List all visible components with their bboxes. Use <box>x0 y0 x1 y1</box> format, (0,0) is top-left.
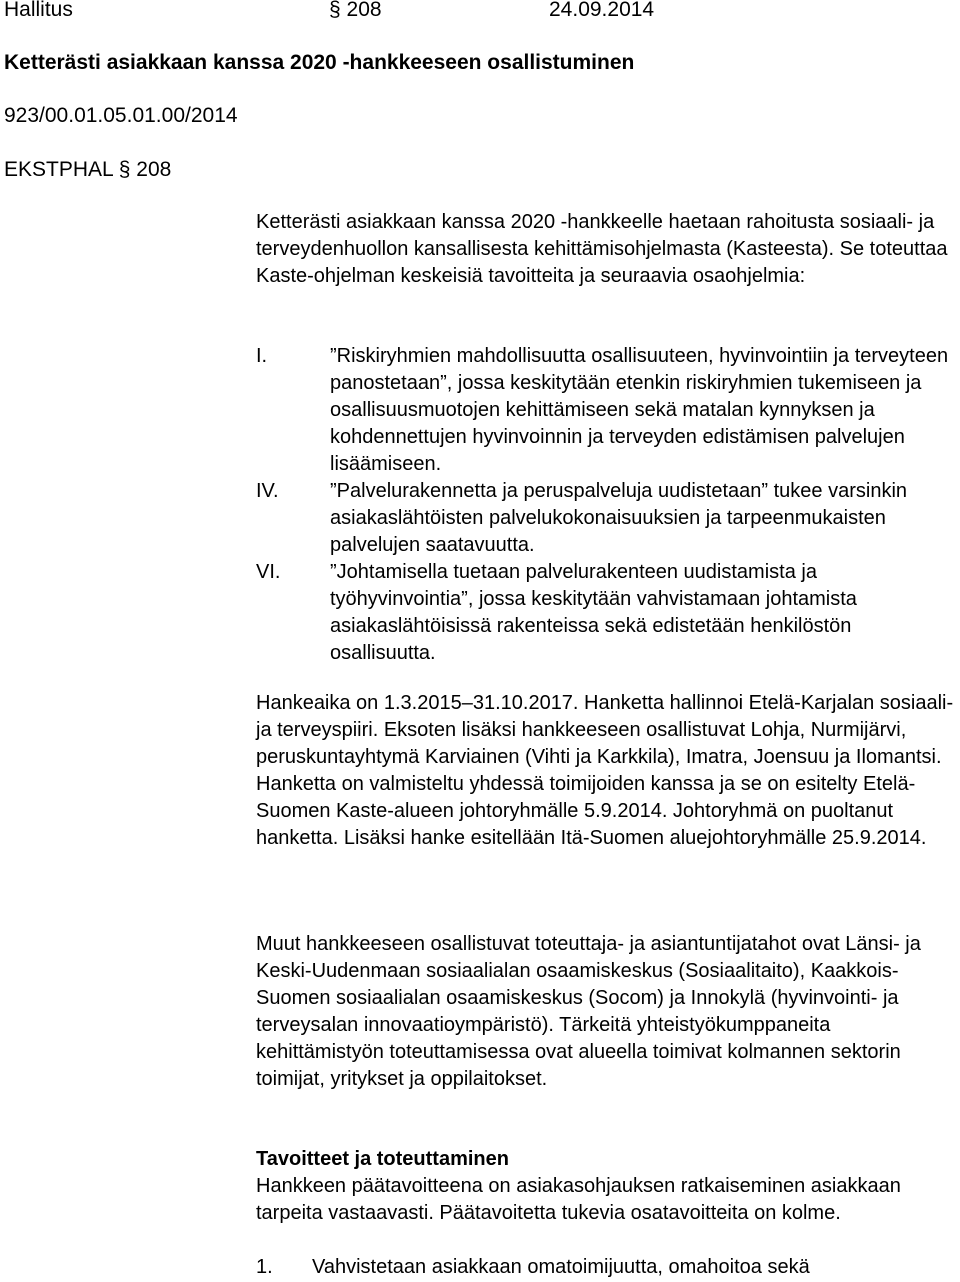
subprogram-item <box>256 343 960 478</box>
header-date: 24.09.2014 <box>549 0 655 21</box>
subprogram-text: ”Palvelurakennetta ja peruspalveluja uudistetaan” tukee varsinkin asiakaslähtöisten palvelukokonaisuuksien ja tarpeenmukaisten palvelujen saatavuutta. <box>330 480 908 556</box>
header-section-number: § 208 <box>329 0 382 21</box>
subprogram-item <box>256 478 960 559</box>
subprogram-item <box>256 559 960 667</box>
goals-section <box>256 1146 956 1227</box>
goals-section-text: Hankkeen päätavoitteena on asiakasohjauksen ratkaiseminen asiakkaan tarpeita vastaavasti. Päätavoitetta tukevia osatavoitteita on kolme. <box>256 1175 901 1224</box>
subprogram-list <box>256 343 960 667</box>
document-title: Ketterästi asiakkaan kanssa 2020 -hankkeeseen osallistuminen <box>4 51 635 74</box>
subprogram-number: IV. <box>256 480 279 502</box>
project-period-paragraph <box>256 690 956 852</box>
numbered-list-number: 1. <box>256 1256 273 1278</box>
goals-section-heading: Tavoitteet ja toteuttaminen <box>256 1148 509 1170</box>
numbered-list-text: Vahvistetaan asiakkaan omatoimijuutta, omahoitoa sekä <box>312 1256 810 1278</box>
subprogram-text: ”Riskiryhmien mahdollisuutta osallisuuteen, hyvinvointiin ja terveyteen panostetaan”, jossa keskitytään etenkin riskiryhmien tukemiseen ja osallisuusmuotojen kehittämiseen sekä matalan kynnyksen ja kohdennettujen hyvinvoinnin ja terveyden edistämisen palvelujen lisäämiseen. <box>330 345 949 475</box>
project-period-text: Hankeaika on 1.3.2015–31.10.2017. Hanketta hallinnoi Etelä-Karjalan sosiaali- ja terveyspiiri. Eksoten lisäksi hankkeeseen osallistuvat Lohja, Nurmijärvi, peruskuntayhtymä Karviainen (Vihti ja Karkkila), Imatra, Joensuu ja Ilomantsi. Hanketta on valmisteltu yhdessä toimijoiden kanssa ja se on esitelty Etelä-Suomen Kaste-alueen johtoryhmälle 5.9.2014. Johtoryhmä on puoltanut hanketta. Lisäksi hanke esitellään Itä-Suomen aluejohtoryhmälle 25.9.2014. <box>256 692 954 849</box>
subprogram-number: I. <box>256 345 268 367</box>
participants-paragraph <box>256 931 956 1093</box>
intro-text: Ketterästi asiakkaan kanssa 2020 -hankkeelle haetaan rahoitusta sosiaali- ja terveydenhuollon kansallisesta kehittämisohjelmasta (Kasteesta). Se toteuttaa Kaste-ohjelman keskeisiä tavoitteita ja seuraavia osaohjelmia: <box>256 211 948 287</box>
subprogram-text: ”Johtamisella tuetaan palvelurakenteen uudistamista ja työhyvinvointia”, jossa keskitytään vahvistamaan johtamista asiakaslähtöisissä rakenteissa sekä edistetään henkilöstön osallisuutta. <box>330 561 857 664</box>
header-organization: Hallitus <box>4 0 73 21</box>
document-header <box>4 0 956 23</box>
subprogram-number: VI. <box>256 561 281 583</box>
numbered-list-item <box>256 1254 960 1281</box>
committee-reference: EKSTPHAL § 208 <box>4 158 172 181</box>
participants-text: Muut hankkeeseen osallistuvat toteuttaja- ja asiantuntijatahot ovat Länsi- ja Keski-Uudenmaan sosiaalialan osaamiskeskus (Sosiaalitaito), Kaakkois-Suomen sosiaalialan osaamiskeskus (Socom) ja Innokylä (hyvinvointi- ja terveysalan innovaatioympäristö). Tärkeitä yhteistyökumppaneita kehittämistyön toteuttamisessa ovat alueella toimivat kolmannen sektorin toimijat, yritykset ja oppilaitokset. <box>256 933 921 1090</box>
diary-number: 923/00.01.05.01.00/2014 <box>4 104 238 127</box>
intro-paragraph <box>256 209 956 290</box>
